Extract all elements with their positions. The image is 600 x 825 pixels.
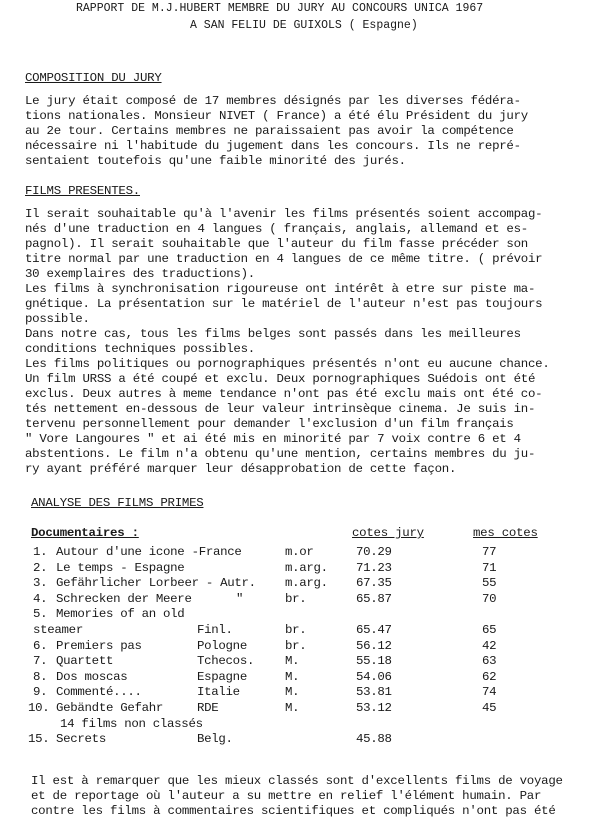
jury-score: 71.23 — [356, 561, 392, 575]
jury-score: 53.81 — [356, 685, 392, 699]
films-text-line: " Vore Langoures " et ai été mis en minorité par 7 voix contre 6 et 4 — [25, 432, 521, 446]
film-country: Tchecos. — [197, 654, 255, 668]
films-text-line: gnétique. La présentation sur le matériel de l'auteur n'est pas toujours — [25, 297, 543, 311]
jury-score: 54.06 — [356, 670, 392, 684]
film-award: m.or — [285, 545, 314, 559]
films-text-line: ry ayant préféré marquer leur désapprobation de cette façon. — [25, 462, 457, 476]
film-title: Secrets — [56, 732, 106, 746]
jury-score: 45.88 — [356, 732, 392, 746]
closing-text-line: Il est à remarquer que les mieux classés sont d'excellents films de voyage — [31, 774, 563, 788]
jury-score: 56.12 — [356, 639, 392, 653]
jury-text-line: Le jury était composé de 17 membres désignés par les diverses fédéra- — [25, 94, 521, 108]
film-title: Schrecken der Meere — [56, 592, 192, 606]
closing-text-line: contre les films à commentaires scientifiques et compliqués n'ont pas été — [31, 804, 556, 818]
films-text-line: Il serait souhaitable qu'à l'avenir les films présentés soient accompag- — [25, 207, 543, 221]
film-award: m.arg. — [285, 576, 328, 590]
jury-text-line: tions nationales. Monsieur NIVET ( France) a été élu Président du jury — [25, 109, 528, 123]
report-title: RAPPORT DE M.J.HUBERT MEMBRE DU JURY AU CONCOURS UNICA 1967 — [76, 2, 484, 15]
film-country: Espagne — [197, 670, 247, 684]
own-score: 70 — [482, 592, 497, 606]
jury-score: 55.18 — [356, 654, 392, 668]
own-score: 42 — [482, 639, 497, 653]
col-header-jury: cotes jury — [352, 526, 424, 540]
col-header-mes: mes cotes — [473, 526, 538, 540]
films-text-line: titre normal par une traduction en 4 langues de ce même titre. ( prévoir — [25, 252, 543, 266]
row-number: 3. — [33, 576, 48, 590]
own-score: 55 — [482, 576, 497, 590]
films-text-line: Les films politiques ou pornographiques présentés n'ont eu aucune chance. — [25, 357, 550, 371]
own-score: 71 — [482, 561, 497, 575]
row-number: 10. — [28, 701, 50, 715]
film-title: Premiers pas — [56, 639, 142, 653]
film-title: Quartett — [56, 654, 114, 668]
report-location: A SAN FELIU DE GUIXOLS ( Espagne) — [190, 19, 418, 32]
film-award: M. — [285, 670, 300, 684]
jury-score: 65.47 — [356, 623, 392, 637]
jury-score: 53.12 — [356, 701, 392, 715]
jury-text-line: nécessaire ni l'habitude du jugement dans les concours. Ils ne repré- — [25, 139, 521, 153]
row-number: 9. — [33, 685, 48, 699]
film-award: M. — [285, 701, 300, 715]
films-text-line: possible. — [25, 312, 90, 326]
films-text-line: abstentions. Le film n'a obtenu qu'une mention, certains membres du ju- — [25, 447, 536, 461]
film-award: br. — [285, 639, 307, 653]
films-heading: FILMS PRESENTES. — [25, 184, 140, 198]
jury-heading: COMPOSITION DU JURY — [25, 71, 162, 85]
film-country: Pologne — [197, 639, 247, 653]
row-number: 4. — [33, 592, 48, 606]
row-number: 2. — [33, 561, 48, 575]
film-award: M. — [285, 654, 300, 668]
row-number: 6. — [33, 639, 48, 653]
film-award: M. — [285, 685, 300, 699]
film-country: Finl. — [197, 623, 233, 637]
film-title: steamer — [33, 623, 83, 637]
analyse-heading: ANALYSE DES FILMS PRIMES — [31, 496, 204, 510]
film-title: Le temps - Espagne — [56, 561, 185, 575]
row-number: 7. — [33, 654, 48, 668]
own-score: 77 — [482, 545, 497, 559]
films-text-line: tés nettement en-dessous de leur valeur intrinsèque cinema. Je suis in- — [25, 402, 536, 416]
jury-text-line: au 2e tour. Certains membres ne paraissaient pas avoir la compétence — [25, 124, 514, 138]
jury-score: 65.87 — [356, 592, 392, 606]
film-country: Italie — [197, 685, 240, 699]
own-score: 45 — [482, 701, 497, 715]
jury-text-line: sentaient toutefois qu'une faible minorité des jurés. — [25, 154, 406, 168]
own-score: 65 — [482, 623, 497, 637]
films-text-line: exclus. Deux autres à meme tendance n'ont pas été exclu mais ont été co- — [25, 387, 543, 401]
jury-score: 67.35 — [356, 576, 392, 590]
films-text-line: tervenu personnellement pour demander l'exclusion d'un film français — [25, 417, 514, 431]
film-award: br. — [285, 623, 307, 637]
own-score: 63 — [482, 654, 497, 668]
own-score: 62 — [482, 670, 497, 684]
films-text-line: Les films à synchronisation rigoureuse ont intérêt à etre sur piste ma- — [25, 282, 536, 296]
films-text-line: nés d'une traduction en 4 langues ( français, anglais, allemand et es- — [25, 222, 528, 236]
row-number: 5. — [33, 607, 48, 621]
closing-text-line: et de reportage où l'auteur a su mettre en relief l'élément humain. Par — [31, 789, 542, 803]
film-country: RDE — [197, 701, 219, 715]
films-text-line: Dans notre cas, tous les films belges sont passés dans les meilleures — [25, 327, 521, 341]
film-award: m.arg. — [285, 561, 328, 575]
category-label: Documentaires : — [31, 526, 139, 540]
films-text-line: pagnol). Il serait souhaitable que l'auteur du film fasse précéder son — [25, 237, 528, 251]
film-country: Belg. — [197, 732, 233, 746]
film-title: Gebändte Gefahr — [56, 701, 164, 715]
row-number: 8. — [33, 670, 48, 684]
jury-score: 70.29 — [356, 545, 392, 559]
row-number: 1. — [33, 545, 48, 559]
own-score: 74 — [482, 685, 497, 699]
film-award: br. — [285, 592, 307, 606]
film-country: " — [236, 592, 244, 606]
film-title: Dos moscas — [56, 670, 128, 684]
films-text-line: 30 exemplaires des traductions). — [25, 267, 255, 281]
film-title: Gefährlicher Lorbeer - Autr. — [56, 576, 256, 590]
film-title: Commenté.... — [56, 685, 142, 699]
film-title: Memories of an old — [56, 607, 185, 621]
row-number: 15. — [28, 732, 50, 746]
film-title: 14 films non classés — [60, 717, 203, 731]
films-text-line: Un film URSS a été coupé et exclu. Deux pornographiques Suédois ont été — [25, 372, 536, 386]
film-title: Autour d'une icone -France — [56, 545, 242, 559]
films-text-line: conditions techniques possibles. — [25, 342, 255, 356]
